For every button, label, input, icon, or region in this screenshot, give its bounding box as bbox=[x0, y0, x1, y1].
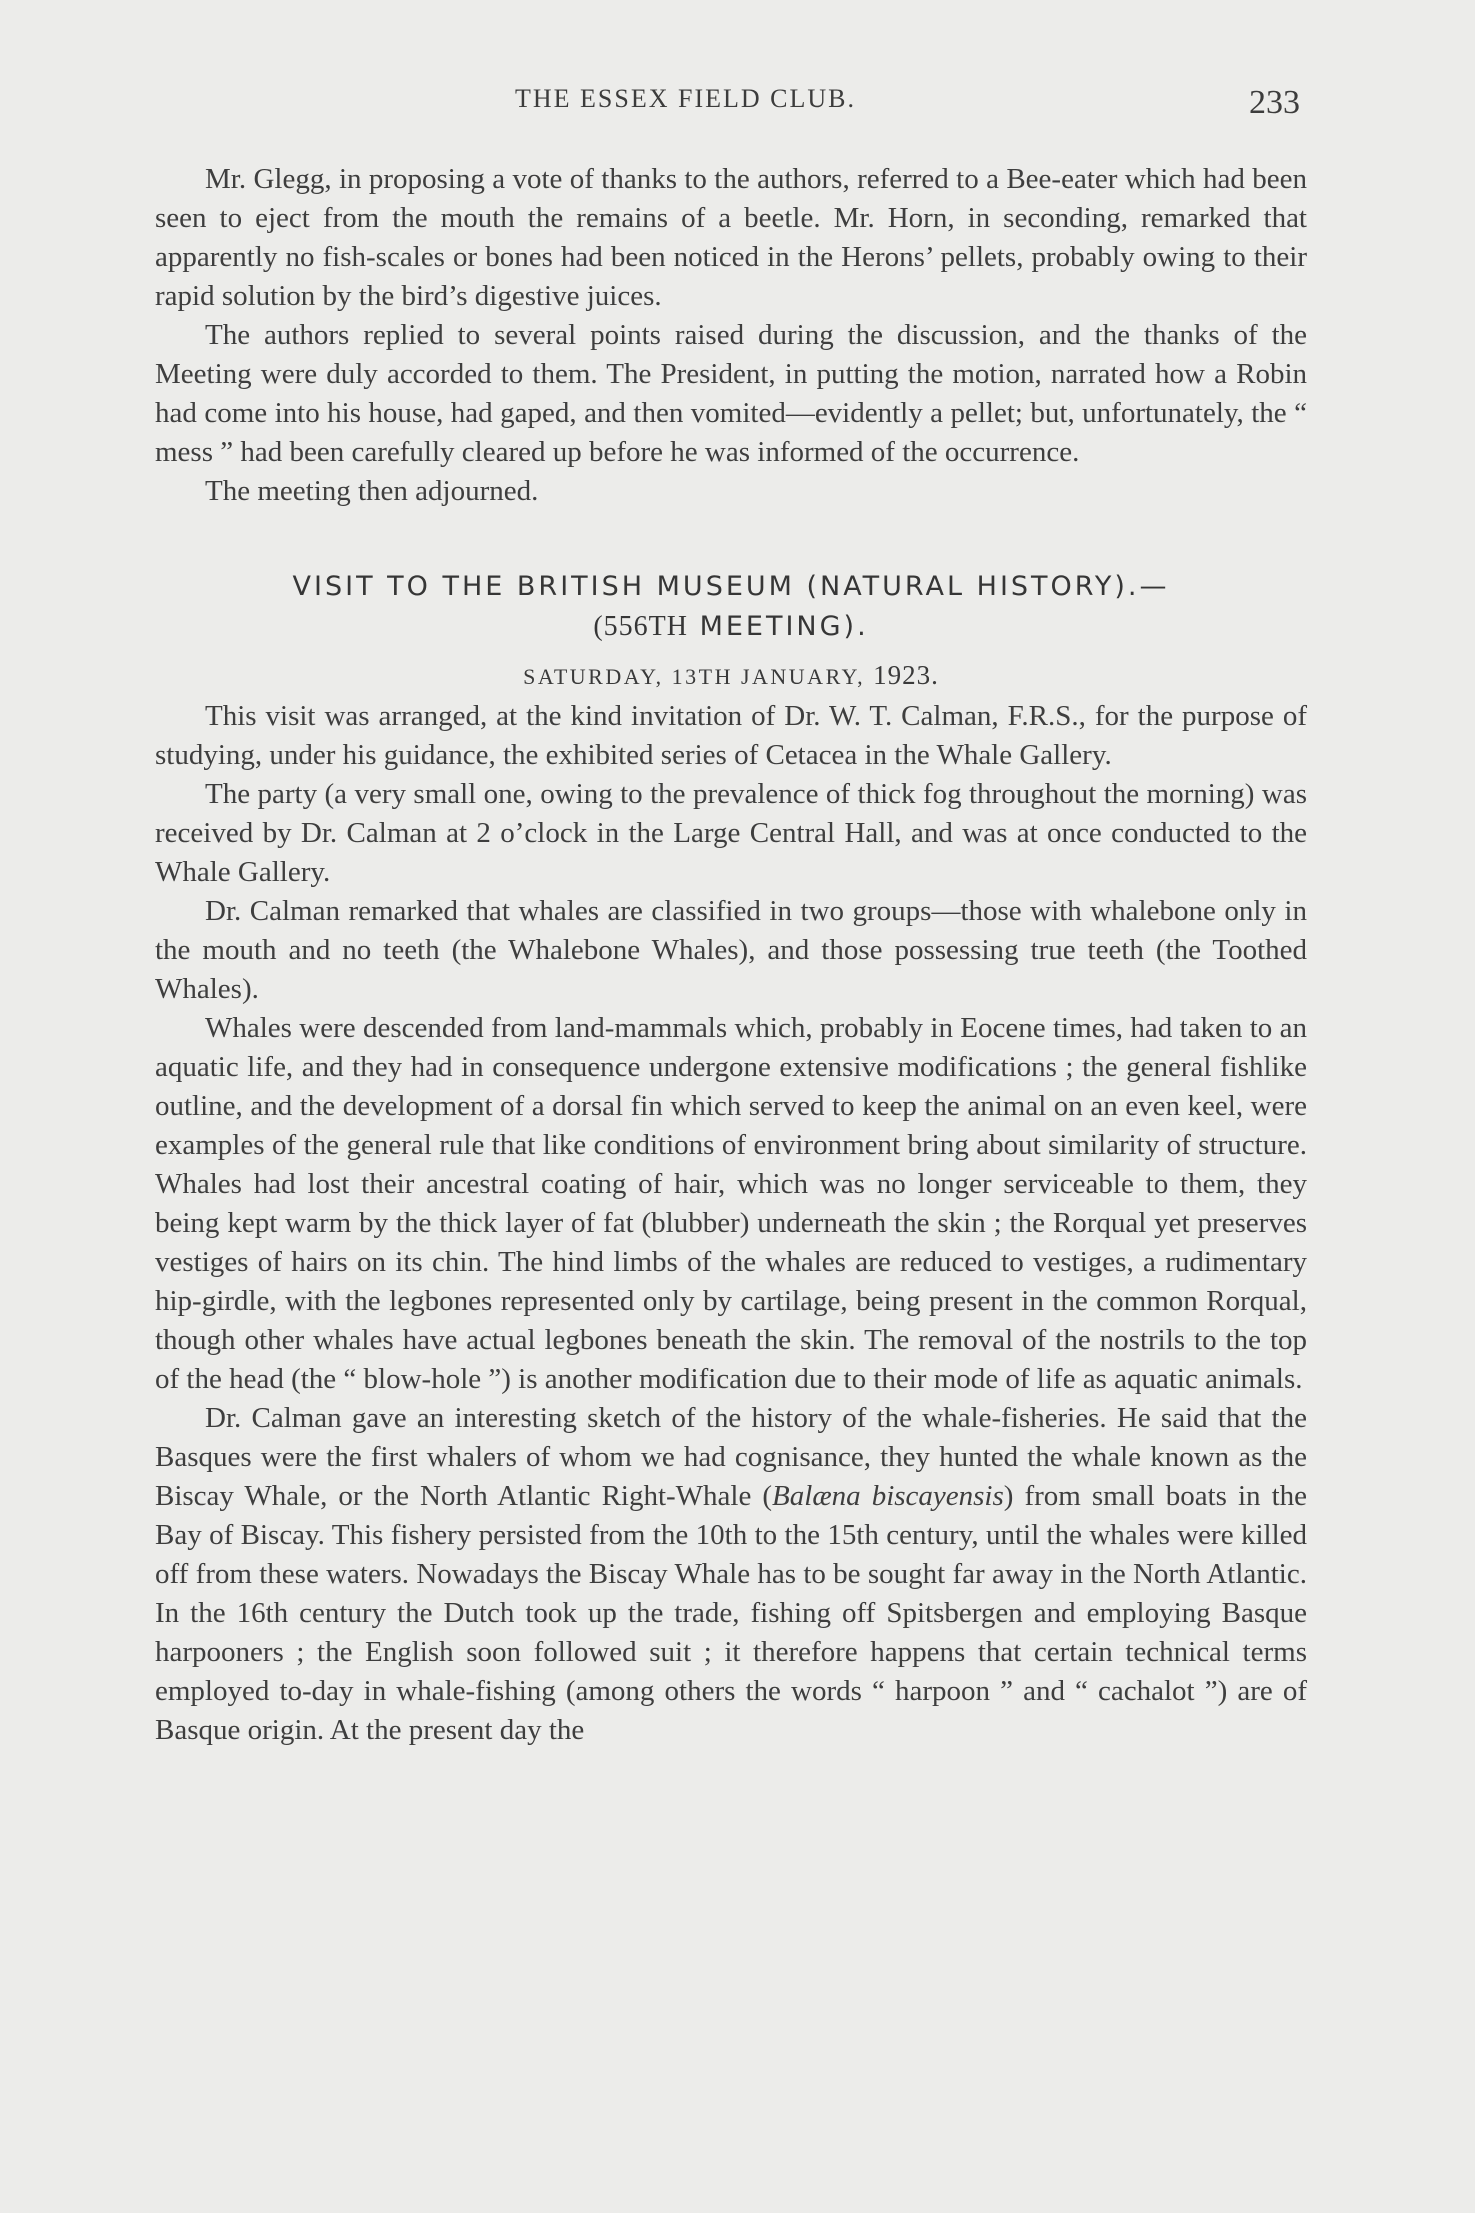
page-number: 233 bbox=[1249, 84, 1300, 121]
paragraph-authors-replied: The authors replied to several points raised during the discussion, and the thanks of the Meeting were duly accorded to them. The President, in putting the motion, narrated how a Robin had come into his house, had gaped, and then vomited—evidently a pellet; but, unfortunately, the “ mess ” had been carefully cleared up before he was informed of the occurrence. bbox=[155, 319, 1307, 468]
paragraph-adjourned: The meeting then adjourned. bbox=[205, 475, 539, 507]
paragraph-whale-descent: Whales were descended from land-mammals which, probably in Eocene times, had taken to an aquatic life, and they had in consequence undergone extensive modifications ; the general fishlike outline, and the development of a dorsal fin which served to keep the animal on an even keel, were examples of the general rule that like conditions of environment bring about similarity of structure. Whales had lost their ancestral coating of hair, which was no longer serviceable to them, they being kept warm by the thick layer of fat (blubber) underneath the skin ; the Rorqual yet preserves vestiges of hairs on its chin. The hind limbs of the whales are reduced to vestiges, a rudimentary hip-girdle, with the legbones represented only by cartilage, being present in the common Rorqual, though other whales have actual legbones beneath the skin. The removal of the nostrils to the top of the head (the “ blow-hole ”) is another modification due to their mode of life as aquatic animals. bbox=[155, 1012, 1307, 1395]
meeting-open-paren: ( bbox=[593, 611, 604, 642]
section-heading-line1: VISIT TO THE BRITISH MUSEUM (NATURAL HISTORY).— bbox=[292, 571, 1170, 602]
paragraph-party: The party (a very small one, owing to the prevalence of thick fog throughout the morning) was received by Dr. Calman at 2 o’clock in the Large Central Hall, and was at once conducted to the Whale Gallery. bbox=[155, 778, 1307, 888]
meeting-word: MEETING). bbox=[699, 611, 869, 642]
species-name: Balæna biscayensis bbox=[772, 1480, 1004, 1512]
paragraph-visit-arranged: This visit was arranged, at the kind invitation of Dr. W. T. Calman, F.R.S., for the purpose of studying, under his guidance, the exhibited series of Cetacea in the Whale Gallery. bbox=[155, 700, 1307, 771]
section-heading bbox=[155, 567, 1307, 647]
meeting-number: 556TH bbox=[603, 611, 688, 642]
whale-fisheries-text-a: Dr. Calman gave an interesting sketch of the history of the whale-fisheries. He said that the Basques were the first whalers of whom we had cognisance, they hunted the whale known as the Biscay Whale, or the North Atlantic Right-Whale ( bbox=[155, 1402, 1307, 1512]
meeting-date-text: SATURDAY, 13TH JANUARY, bbox=[523, 664, 866, 689]
running-title: THE ESSEX FIELD CLUB. bbox=[515, 84, 856, 113]
section-heading-line2 bbox=[155, 607, 1307, 647]
whale-fisheries-text-b: ) from small boats in the Bay of Biscay. This fishery persisted from the 10th to the 15th century, until the whales were killed off from these waters. Nowadays the Biscay Whale has to be sought far away in the North Atlantic. In the 16th century the Dutch took up the trade, fishing off Spitsbergen and employing Basque harpooners ; the English soon followed suit ; it therefore happens that certain technical terms employed to-day in whale-fishing (among others the words “ harpoon ” and “ cachalot ”) are of Basque origin. At the present day the bbox=[155, 1480, 1307, 1746]
meeting-date-year: 1923. bbox=[873, 660, 939, 690]
running-header bbox=[150, 84, 1300, 124]
meeting-date bbox=[155, 657, 1307, 695]
paragraph-whale-groups: Dr. Calman remarked that whales are classified in two groups—those with whalebone only in the mouth and no teeth (the Whalebone Whales), and those possessing true teeth (the Toothed Whales). bbox=[155, 895, 1307, 1005]
paragraph-glegg: Mr. Glegg, in proposing a vote of thanks to the authors, referred to a Bee-eater which had been seen to eject from the mouth the remains of a beetle. Mr. Horn, in seconding, remarked that apparently no fish-scales or bones had been noticed in the Herons’ pellets, probably owing to their rapid solution by the bird’s digestive juices. bbox=[155, 163, 1307, 312]
paragraph-whale-fisheries bbox=[155, 1399, 1307, 1750]
body-text bbox=[155, 160, 1307, 1750]
